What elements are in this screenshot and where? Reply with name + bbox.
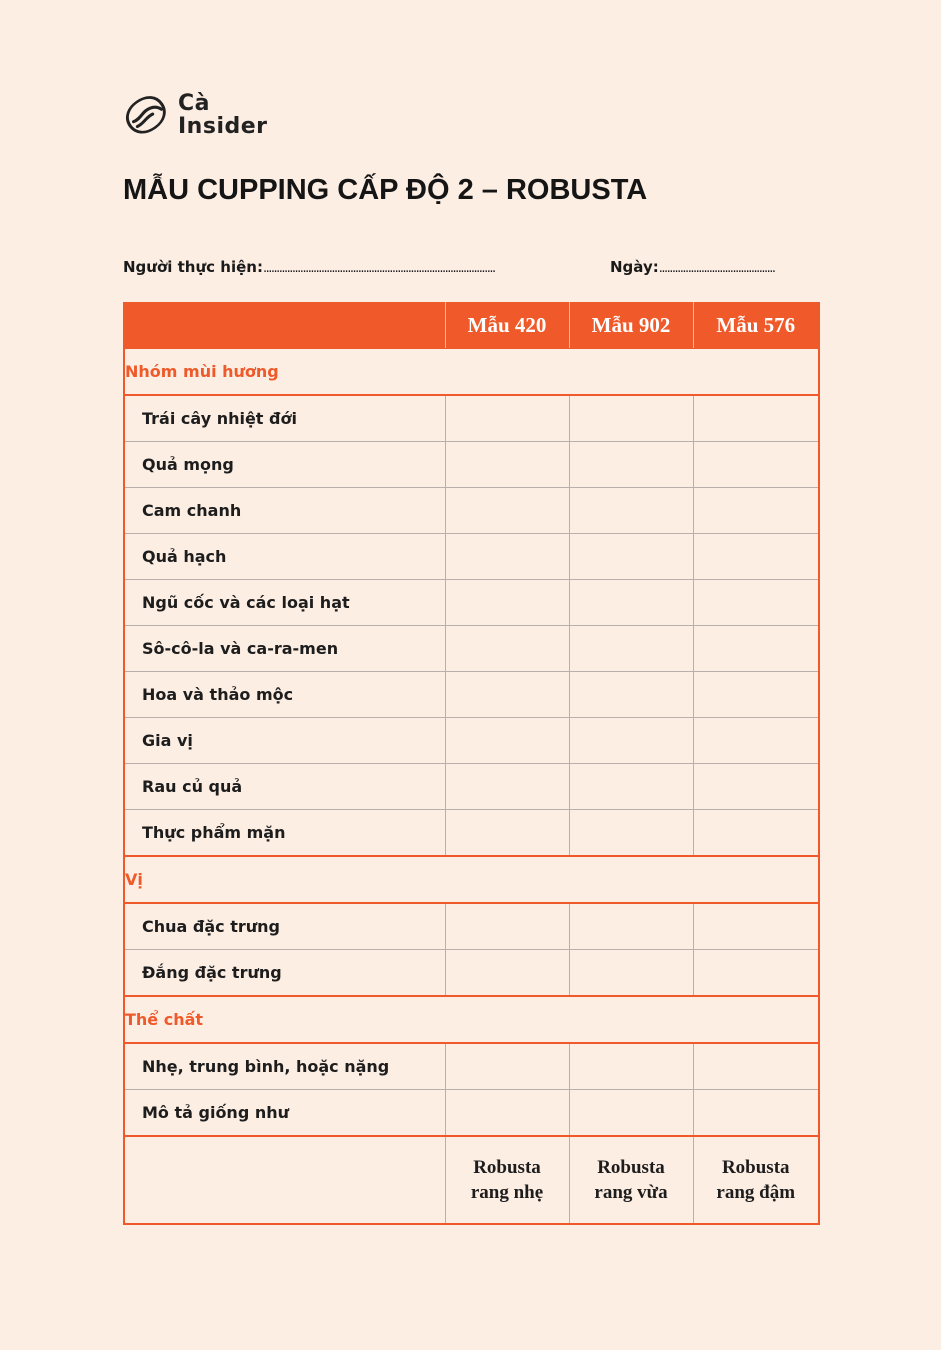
- coffee-bean-icon: [123, 92, 169, 138]
- roast-level-cell: [693, 1136, 819, 1224]
- score-cell[interactable]: [693, 903, 819, 950]
- roast-type: Robusta: [473, 1157, 541, 1178]
- score-cell[interactable]: [445, 580, 569, 626]
- table-row: [124, 1043, 819, 1090]
- cupping-table: [123, 302, 820, 1225]
- roast-level-cell: [445, 1136, 569, 1224]
- score-cell[interactable]: [693, 626, 819, 672]
- section-row: [124, 349, 819, 396]
- roast-level: rang đậm: [716, 1182, 796, 1203]
- row-label: Chua đặc trưng: [124, 903, 445, 950]
- header-sample-2: Mẫu 902: [569, 302, 693, 349]
- score-cell[interactable]: [445, 1090, 569, 1137]
- score-cell[interactable]: [445, 488, 569, 534]
- brand-line-1: Cà: [178, 91, 210, 116]
- row-label: Gia vị: [124, 718, 445, 764]
- table-row: [124, 488, 819, 534]
- score-cell[interactable]: [693, 764, 819, 810]
- score-cell[interactable]: [445, 534, 569, 580]
- performer-label: Người thực hiện:: [123, 258, 263, 276]
- score-cell[interactable]: [693, 718, 819, 764]
- score-cell[interactable]: [569, 672, 693, 718]
- table-row: [124, 442, 819, 488]
- row-label: Sô-cô-la và ca-ra-men: [124, 626, 445, 672]
- table-row: [124, 1090, 819, 1137]
- performer-blank[interactable]: ........................................................................................: [262, 261, 495, 276]
- roast-level: rang vừa: [594, 1182, 668, 1203]
- header-sample-3: Mẫu 576: [693, 302, 819, 349]
- date-field[interactable]: [610, 258, 775, 276]
- performer-field[interactable]: [123, 258, 495, 276]
- table-row: [124, 395, 819, 442]
- brand-logo: [123, 92, 268, 138]
- table-row: [124, 950, 819, 997]
- row-label: Trái cây nhiệt đới: [124, 395, 445, 442]
- score-cell[interactable]: [693, 488, 819, 534]
- table-row: [124, 764, 819, 810]
- section-row: [124, 856, 819, 903]
- page-title: MẪU CUPPING CẤP ĐỘ 2 – ROBUSTA: [123, 174, 648, 206]
- roast-type: Robusta: [597, 1157, 665, 1178]
- row-label: Hoa và thảo mộc: [124, 672, 445, 718]
- section-row: [124, 996, 819, 1043]
- score-cell[interactable]: [445, 395, 569, 442]
- score-cell[interactable]: [569, 395, 693, 442]
- brand-name: [178, 92, 268, 138]
- row-label: Quả mọng: [124, 442, 445, 488]
- table-row: [124, 810, 819, 857]
- score-cell[interactable]: [445, 672, 569, 718]
- score-cell[interactable]: [569, 810, 693, 857]
- table-row: [124, 718, 819, 764]
- score-cell[interactable]: [693, 442, 819, 488]
- row-label: Nhẹ, trung bình, hoặc nặng: [124, 1043, 445, 1090]
- score-cell[interactable]: [445, 442, 569, 488]
- score-cell[interactable]: [445, 950, 569, 997]
- row-label: Cam chanh: [124, 488, 445, 534]
- date-blank[interactable]: ............................................: [658, 261, 775, 276]
- score-cell[interactable]: [445, 626, 569, 672]
- section-title: Vị: [124, 856, 819, 903]
- score-cell[interactable]: [693, 395, 819, 442]
- score-cell[interactable]: [445, 903, 569, 950]
- score-cell[interactable]: [569, 534, 693, 580]
- score-cell[interactable]: [445, 1043, 569, 1090]
- row-label: Thực phẩm mặn: [124, 810, 445, 857]
- score-cell[interactable]: [445, 810, 569, 857]
- table-row: [124, 626, 819, 672]
- row-label: Quả hạch: [124, 534, 445, 580]
- score-cell[interactable]: [445, 718, 569, 764]
- row-label: Mô tả giống như: [124, 1090, 445, 1137]
- header-sample-1: Mẫu 420: [445, 302, 569, 349]
- row-label: Đắng đặc trưng: [124, 950, 445, 997]
- section-title: Thể chất: [124, 996, 819, 1043]
- score-cell[interactable]: [569, 626, 693, 672]
- roast-level: rang nhẹ: [470, 1182, 544, 1203]
- brand-line-2: Insider: [178, 114, 268, 139]
- table-header-row: [124, 302, 819, 349]
- score-cell[interactable]: [569, 1090, 693, 1137]
- score-cell[interactable]: [569, 580, 693, 626]
- table-row: [124, 580, 819, 626]
- table-row: [124, 672, 819, 718]
- score-cell[interactable]: [569, 442, 693, 488]
- score-cell[interactable]: [569, 718, 693, 764]
- score-cell[interactable]: [693, 534, 819, 580]
- score-cell[interactable]: [693, 1043, 819, 1090]
- section-title: Nhóm mùi hương: [124, 349, 819, 396]
- roast-type: Robusta: [721, 1157, 790, 1178]
- footer-blank: [124, 1136, 445, 1224]
- score-cell[interactable]: [693, 1090, 819, 1137]
- score-cell[interactable]: [569, 950, 693, 997]
- score-cell[interactable]: [693, 950, 819, 997]
- score-cell[interactable]: [693, 672, 819, 718]
- score-cell[interactable]: [569, 1043, 693, 1090]
- table-row: [124, 903, 819, 950]
- score-cell[interactable]: [693, 810, 819, 857]
- row-label: Ngũ cốc và các loại hạt: [124, 580, 445, 626]
- score-cell[interactable]: [569, 488, 693, 534]
- header-corner: [124, 302, 445, 349]
- score-cell[interactable]: [569, 764, 693, 810]
- row-label: Rau củ quả: [124, 764, 445, 810]
- score-cell[interactable]: [569, 903, 693, 950]
- score-cell[interactable]: [693, 580, 819, 626]
- date-label: Ngày:: [610, 258, 659, 276]
- roast-level-cell: [569, 1136, 693, 1224]
- roast-footer-row: [124, 1136, 819, 1224]
- table-row: [124, 534, 819, 580]
- score-cell[interactable]: [445, 764, 569, 810]
